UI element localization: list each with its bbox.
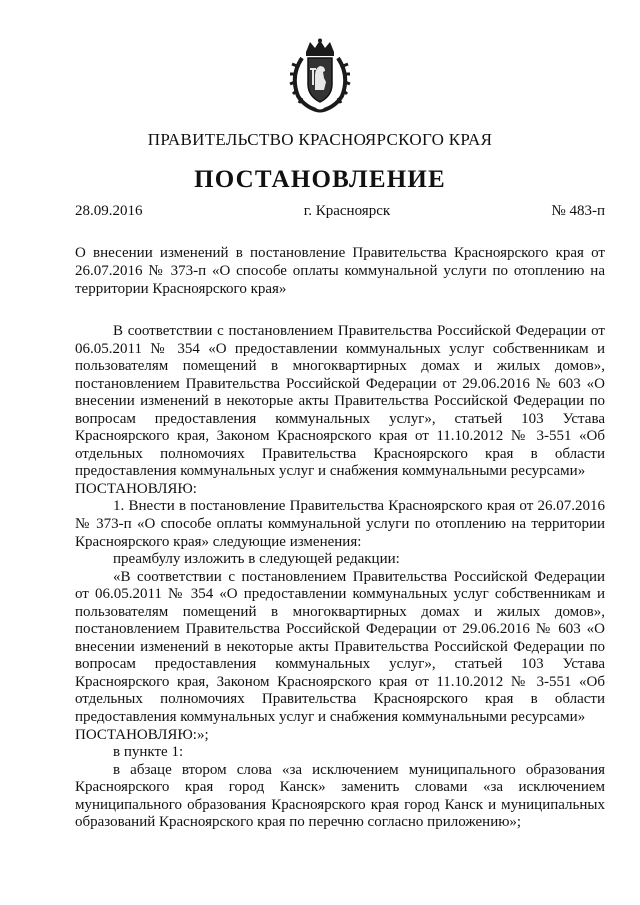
quoted-resolve-line: ПОСТАНОВЛЯЮ:»; — [75, 726, 209, 743]
quoted-preamble-paragraph: «В соответствии с постановлением Правительства Российской Федерации от 06.05.2011 № 354 «О предоставлении коммунальных услуг собственникам и пользователям помещений в многоквартирных домах и жилых домов», постановлением Правительства Российской Федерации от 29.06.2016 № 603 «О внесении изменений в некоторые акты Правительства Российской Федерации по вопросам предоставления коммунальных услуг», статьей 103 Устава Красноярского края, Законом Красноярского края от 11.10.2012 № 3-551 «Об отдельных полномочиях Правительства Красноярского края в области предоставления коммунальных услуг и снабжения коммунальными ресурсами» — [75, 568, 605, 726]
government-name: ПРАВИТЕЛЬСТВО КРАСНОЯРСКОГО КРАЯ — [147, 130, 493, 149]
document-subject: О внесении изменений в постановление Правительства Красноярского края от 26.07.2016 № 373-п «О способе оплаты коммунальной услуги по отоплению на территории Красноярского края» — [75, 245, 605, 297]
document-type: ПОСТАНОВЛЕНИЕ — [194, 166, 446, 193]
document-number: № 483-п — [551, 203, 605, 219]
preamble-paragraph: В соответствии с постановлением Правительства Российской Федерации от 06.05.2011 № 354 «О предоставлении коммунальных услуг собственникам и пользователям помещений в многоквартирных домах и жилых домов», постановлением Правительства Российской Федерации от 29.06.2016 № 603 «О внесении изменений в некоторые акты Правительства Российской Федерации по вопросам предоставления коммунальных услуг», статьей 103 Устава Красноярского края, Законом Красноярского края от 11.10.2012 № 3-551 «Об отдельных полномочиях Правительства Красноярского края в области предоставления коммунальных услуг и снабжения коммунальными ресурсами» — [75, 323, 605, 480]
document-body — [75, 323, 605, 832]
document-meta — [75, 203, 605, 220]
document-city: г. Красноярск — [303, 203, 391, 219]
document-date: 28.09.2016 — [75, 203, 143, 219]
paragraph-2-amendment: в абзаце втором слова «за исключением муниципального образования Красноярского края город Канск» заменить словами «за исключением муниципального образования Красноярского края город Канск и муниципальных образований Красноярского края по перечню согласно приложению»; — [75, 761, 605, 831]
preamble-intro-paragraph: преамбулу изложить в следующей редакции: — [113, 551, 400, 568]
krasnoyarsk-coat-of-arms-icon — [288, 38, 352, 114]
resolve-line: ПОСТАНОВЛЯЮ: — [75, 480, 197, 497]
item-1-paragraph: 1. Внести в постановление Правительства Красноярского края от 26.07.2016 № 373-п «О способе оплаты коммунальной услуги по отоплению на территории Красноярского края» следующие изменения: — [75, 498, 605, 550]
point-1-intro-paragraph: в пункте 1: — [113, 744, 184, 761]
